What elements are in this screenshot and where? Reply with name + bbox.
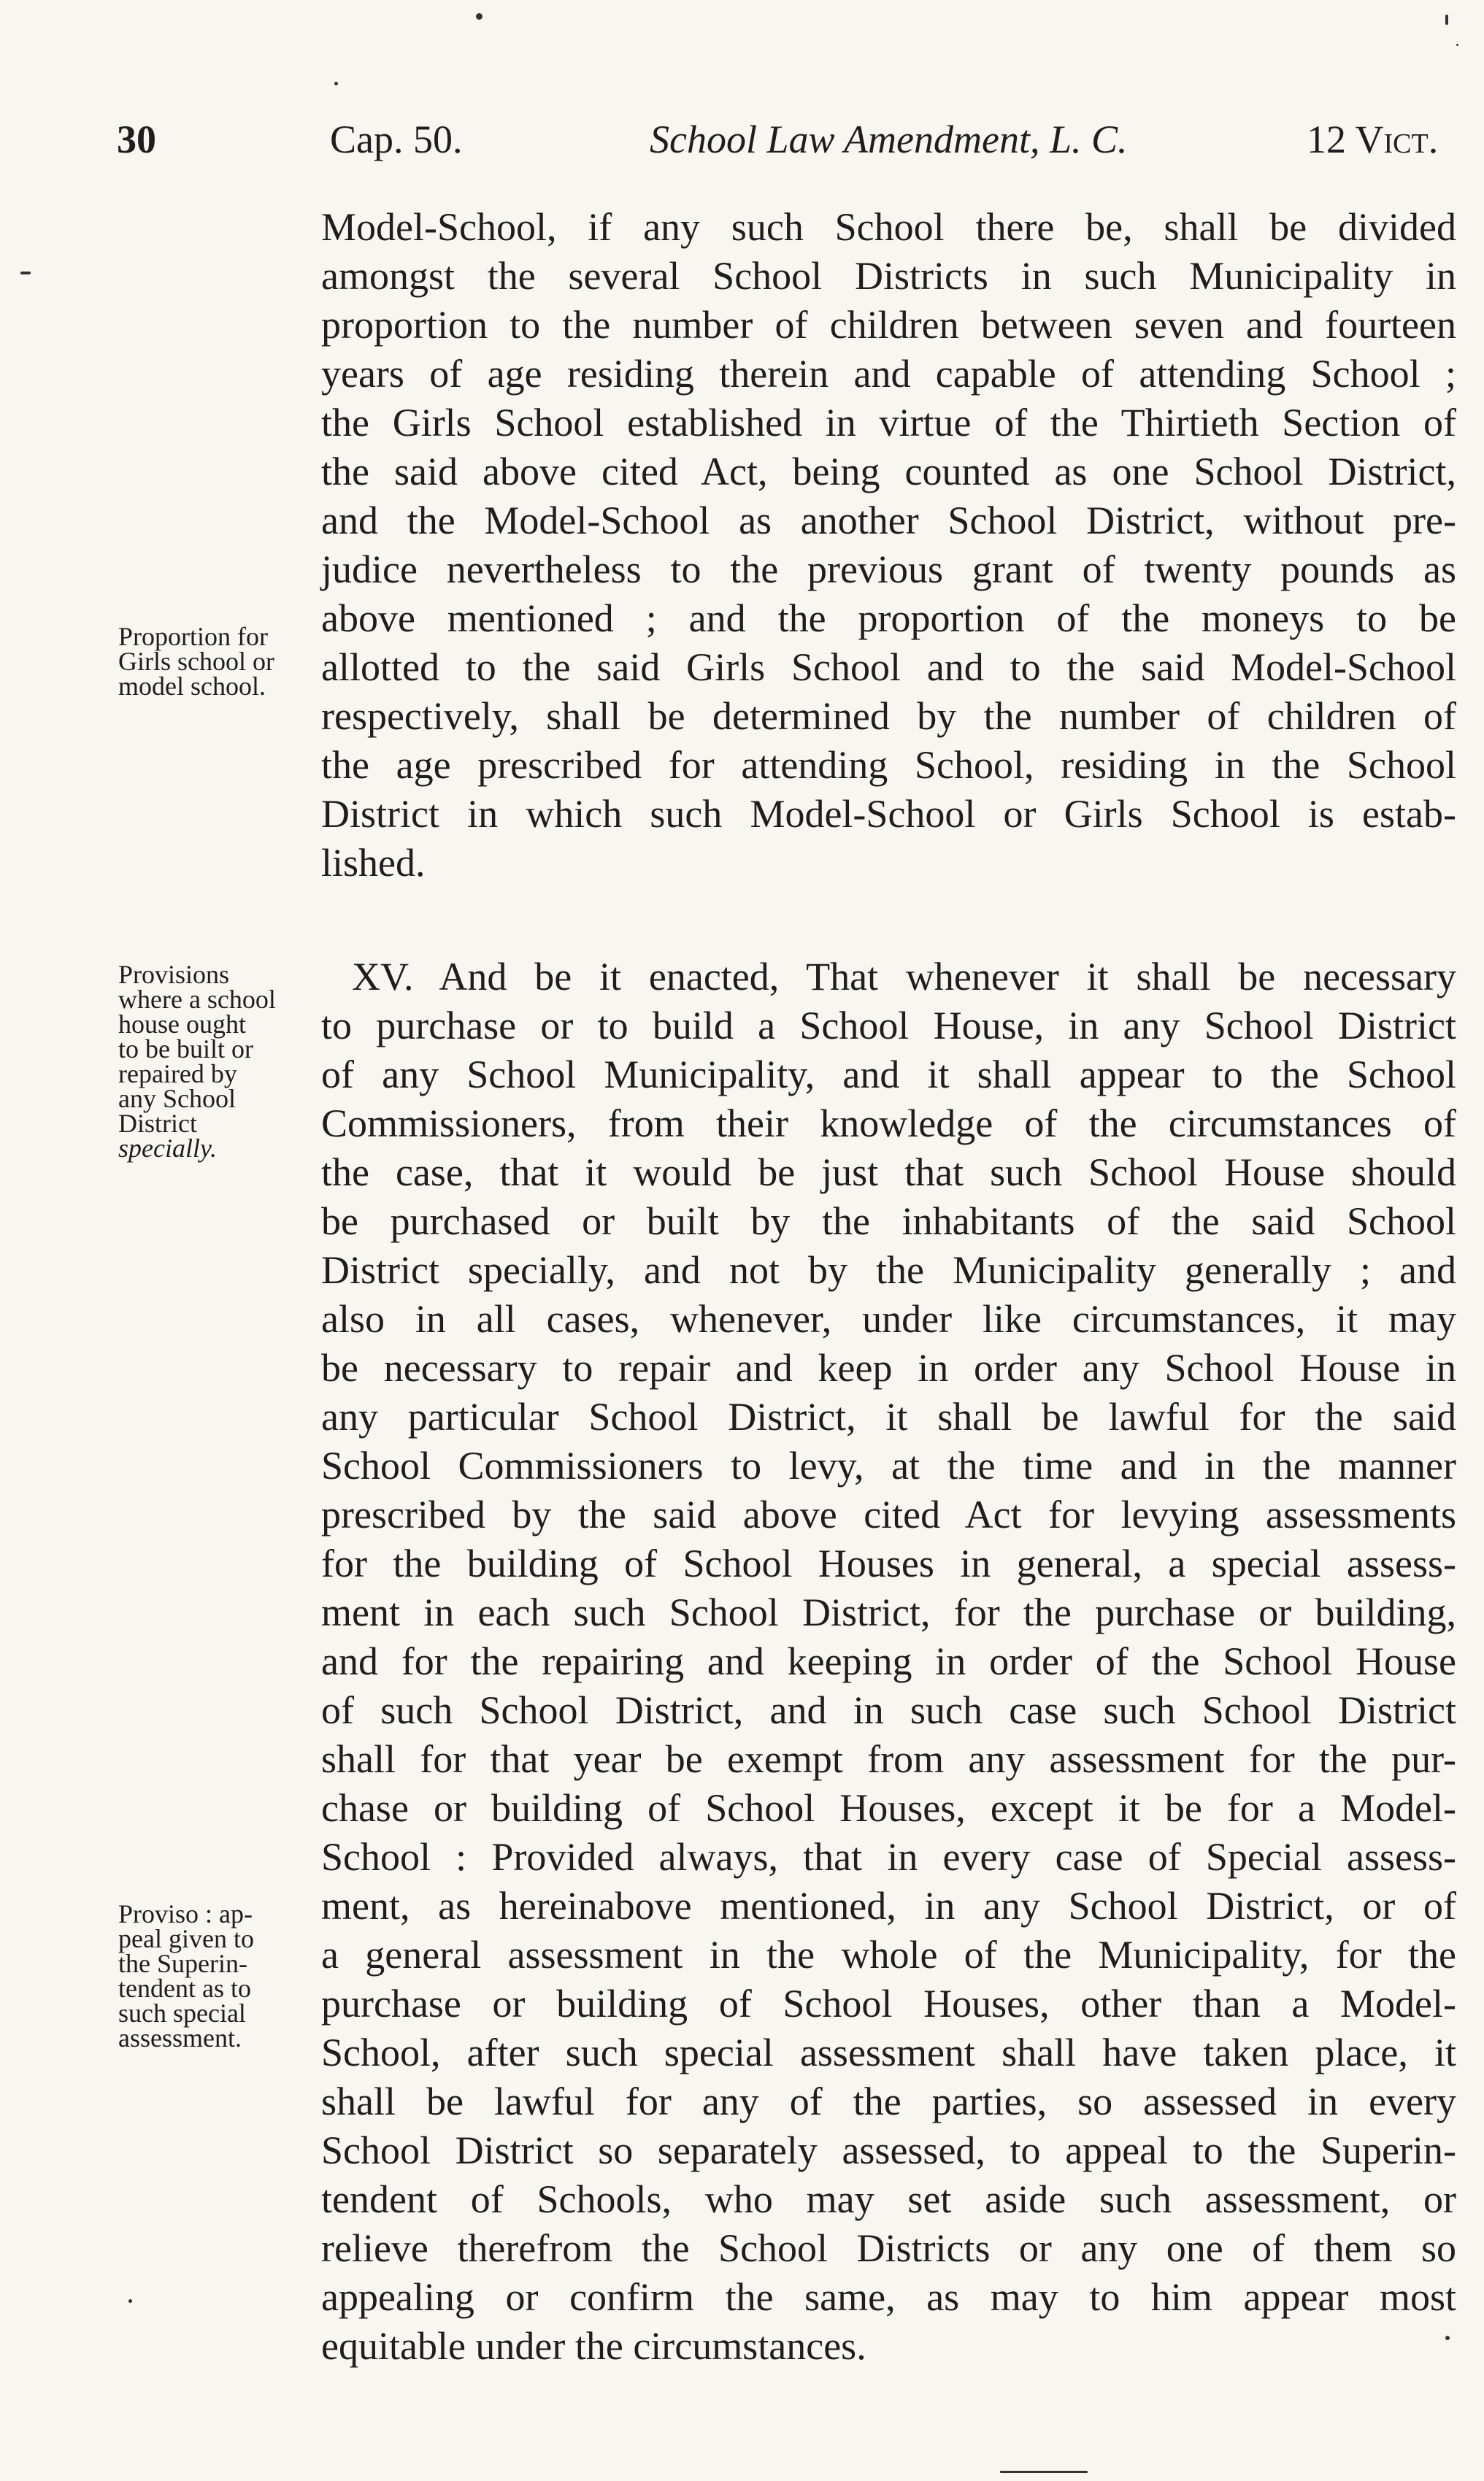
text-line: purchase or building of School Houses, other than a Model-	[321, 1982, 1456, 2026]
margin-note-girls-school	[118, 624, 330, 699]
margin-note-line: repaired by	[118, 1059, 237, 1088]
page-number: 30	[117, 118, 156, 161]
scan-speck	[20, 272, 31, 274]
text-line: School, after such special assessment shall have taken place, it	[321, 2031, 1456, 2074]
text-line: ment, as hereinabove mentioned, in any School District, or of	[321, 1884, 1456, 1928]
text-line: Commissioners, from their knowledge of the circumstances of	[321, 1101, 1456, 1145]
regnal-year: 12 Vict.	[1307, 118, 1439, 161]
margin-note-proviso-appeal	[118, 1899, 330, 2053]
text-line: District in which such Model-School or Girls School is estab-	[321, 792, 1456, 836]
margin-note-line: such special	[118, 1999, 246, 2028]
text-line: and the Model-School as another School District, without pre-	[321, 499, 1456, 542]
text-line: of any School Municipality, and it shall appear to the School	[321, 1053, 1456, 1096]
running-header	[95, 109, 1453, 168]
text-line: tendent of Schools, who may set aside such assessment, or	[321, 2177, 1456, 2221]
margin-note-line: specially.	[118, 1134, 217, 1163]
text-line: respectively, shall be determined by the number of children of	[321, 694, 1456, 738]
text-line: lished.	[321, 841, 426, 885]
scan-speck	[1445, 2336, 1450, 2340]
scan-speck	[1456, 44, 1458, 46]
scan-speck	[476, 13, 483, 20]
text-line: for the building of School Houses in general, a special assess-	[321, 1542, 1456, 1585]
text-line: any particular School District, it shall be lawful for the said	[321, 1395, 1456, 1439]
margin-note-line: tendent as to	[118, 1974, 251, 2003]
text-line: be necessary to repair and keep in order any School House in	[321, 1346, 1456, 1390]
text-line: proportion to the number of children between seven and fourteen	[321, 303, 1456, 347]
text-line: of such School District, and in such case such School District	[321, 1688, 1456, 1732]
text-line: amongst the several School Districts in such Municipality in	[321, 254, 1456, 298]
scan-speck	[1000, 2471, 1088, 2473]
text-line: District specially, and not by the Municipality generally ; and	[321, 1248, 1456, 1292]
text-line: to purchase or to build a School House, in any School District	[321, 1004, 1456, 1047]
paragraph-continuation	[321, 203, 1456, 888]
margin-note-school-house-provisions	[118, 962, 330, 1161]
text-line: above mentioned ; and the proportion of the moneys to be	[321, 596, 1456, 640]
text-line: ment in each such School District, for the purchase or building,	[321, 1590, 1456, 1634]
margin-note-line: the Superin-	[118, 1949, 247, 1978]
chapter-label: Cap. 50.	[330, 118, 463, 161]
text-line: School District so separately assessed, to appeal to the Superin-	[321, 2128, 1456, 2172]
text-line: relieve therefrom the School Districts or any one of them so	[321, 2226, 1456, 2270]
text-line: the age prescribed for attending School, residing in the School	[321, 743, 1456, 787]
section-heading-line: XV. And be it enacted, That whenever it shall be necessary	[352, 955, 1456, 999]
text-line: chase or building of School Houses, except it be for a Model-	[321, 1786, 1456, 1830]
margin-note-line: District	[118, 1109, 197, 1138]
scan-speck	[334, 82, 338, 85]
text-line: be purchased or built by the inhabitants of the said School	[321, 1199, 1456, 1243]
text-line: the said above cited Act, being counted as one School District,	[321, 450, 1456, 493]
text-line: the Girls School established in virtue of the Thirtieth Section of	[321, 401, 1456, 445]
scan-speck	[128, 2299, 132, 2303]
section-xv	[321, 953, 1456, 2371]
margin-note-line: model school.	[118, 672, 266, 701]
text-line: a general assessment in the whole of the Municipality, for the	[321, 1933, 1456, 1977]
text-line: equitable under the circumstances.	[321, 2324, 866, 2368]
text-line: shall be lawful for any of the parties, so assessed in every	[321, 2080, 1456, 2123]
scan-speck	[1445, 15, 1448, 25]
text-line: prescribed by the said above cited Act for levying assessments	[321, 1493, 1456, 1536]
text-line: allotted to the said Girls School and to the said Model-School	[321, 645, 1456, 689]
margin-note-line: where a school	[118, 985, 276, 1014]
text-line: judice nevertheless to the previous grant of twenty pounds as	[321, 547, 1456, 591]
margin-note-line: to be built or	[118, 1034, 253, 1063]
text-line: and for the repairing and keeping in order of the School House	[321, 1639, 1456, 1683]
margin-note-line: house ought	[118, 1009, 246, 1039]
text-line: School Commissioners to levy, at the time and in the manner	[321, 1444, 1456, 1488]
margin-note-line: Girls school or	[118, 647, 274, 676]
text-line: also in all cases, whenever, under like circumstances, it may	[321, 1297, 1456, 1341]
text-line: School : Provided always, that in every case of Special assess-	[321, 1835, 1456, 1879]
margin-note-line: peal given to	[118, 1924, 254, 1953]
text-line: the case, that it would be just that such School House should	[321, 1150, 1456, 1194]
text-line: shall for that year be exempt from any assessment for the pur-	[321, 1737, 1456, 1781]
margin-note-line: any School	[118, 1084, 236, 1113]
margin-note-line: Provisions	[118, 960, 230, 989]
text-line: years of age residing therein and capable of attending School ;	[321, 352, 1456, 396]
margin-note-line: Proviso : ap-	[118, 1899, 253, 1928]
margin-note-line: assessment.	[118, 2023, 242, 2053]
text-line: appealing or confirm the same, as may to him appear most	[321, 2275, 1456, 2319]
running-title: School Law Amendment, L. C.	[650, 118, 1128, 161]
margin-note-line: Proportion for	[118, 622, 268, 651]
text-line: Model-School, if any such School there be, shall be divided	[321, 205, 1456, 249]
